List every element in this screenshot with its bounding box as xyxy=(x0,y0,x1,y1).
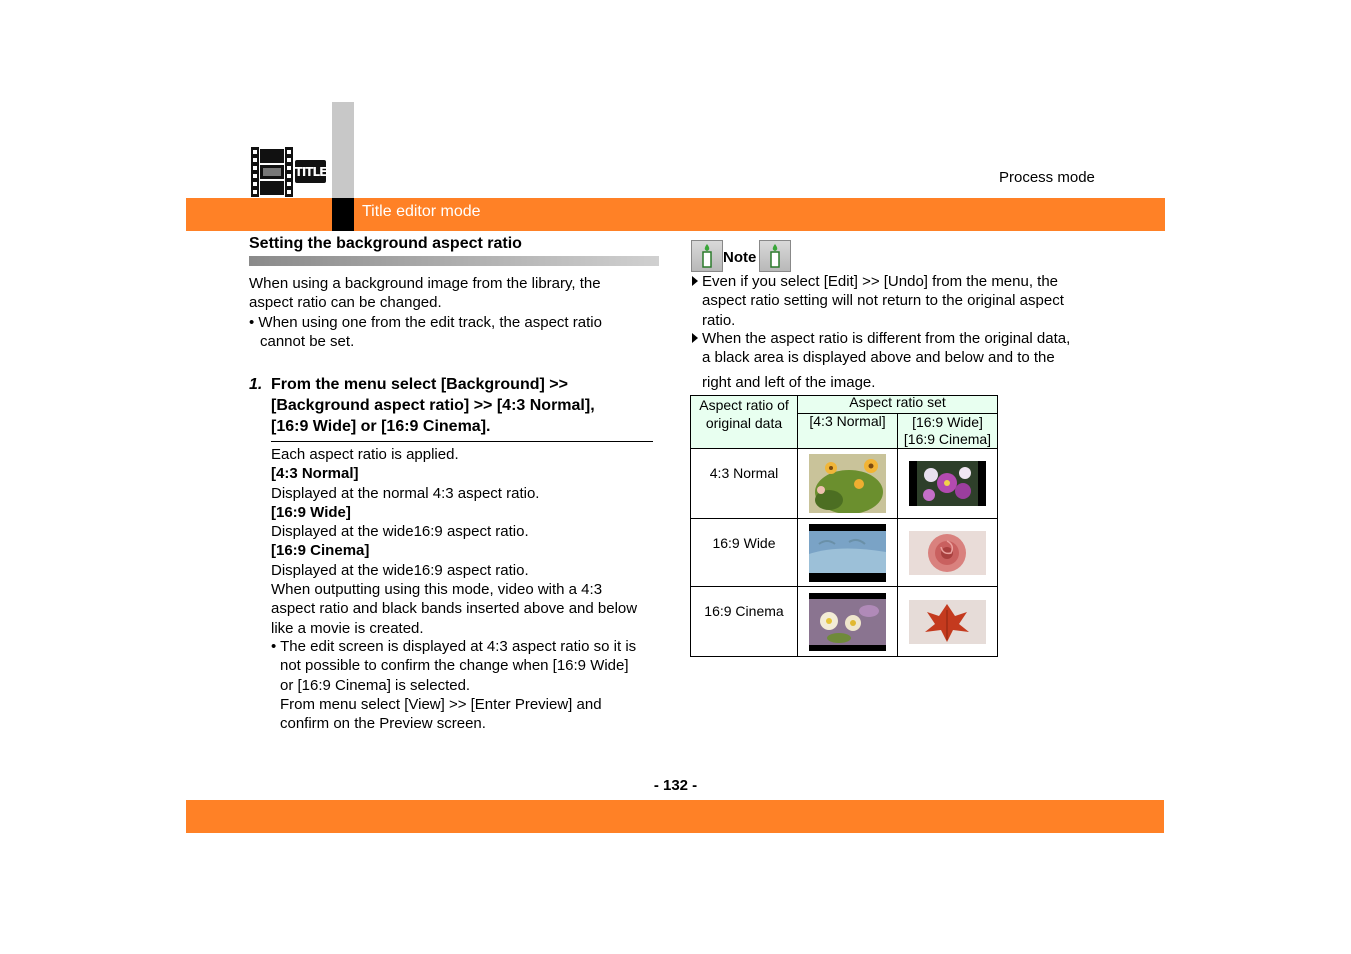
triangle-bullet-icon xyxy=(692,333,698,343)
detail-line: When outputting using this mode, video with a 4:3 xyxy=(271,581,603,599)
detail-line: Displayed at the wide16:9 aspect ratio. xyxy=(271,561,529,579)
film-strip-icon xyxy=(250,146,294,198)
step-number: 1. xyxy=(249,376,263,393)
step-instruction xyxy=(271,374,595,437)
detail-line: like a movie is created. xyxy=(271,619,424,637)
note-pencil-icon xyxy=(759,240,791,272)
step-details xyxy=(271,445,637,638)
subnote-line: not possible to confirm the change when [16:9 Wide] xyxy=(280,657,629,675)
header-line: [16:9 Wide] xyxy=(912,414,983,430)
step-subnote xyxy=(271,637,636,733)
note-item-black-area xyxy=(702,329,1070,392)
aspect-ratio-table xyxy=(690,395,998,657)
option-label-normal: [4:3 Normal] xyxy=(271,465,359,483)
detail-line: Each aspect ratio is applied. xyxy=(271,446,459,463)
option-label-wide: [16:9 Wide] xyxy=(271,503,351,521)
note-line: ratio. xyxy=(702,311,736,329)
step-line: From the menu select [Background] >> xyxy=(271,376,568,393)
footer-orange-bar xyxy=(186,800,1164,833)
triangle-bullet-icon xyxy=(692,276,698,286)
bullet-line: cannot be set. xyxy=(260,332,355,350)
step-rule xyxy=(271,441,653,442)
subnote-line: From menu select [View] >> [Enter Preview] and xyxy=(280,695,602,713)
subnote-line: • The edit screen is displayed at 4:3 aspect ratio so it is xyxy=(271,638,637,655)
photo-cinema-normal xyxy=(798,587,898,657)
option-label-cinema: [16:9 Cinema] xyxy=(271,542,370,560)
note-item-undo xyxy=(702,272,1064,330)
photo-normal-wide xyxy=(898,449,998,519)
header-tab-black xyxy=(332,198,354,231)
note-line: Even if you select [Edit] >> [Undo] from the menu, the xyxy=(702,273,1059,290)
photo-normal-normal xyxy=(798,449,898,519)
header-line: [16:9 Cinema] xyxy=(903,431,992,447)
header-tab-gray xyxy=(332,102,354,198)
section-heading: Setting the background aspect ratio xyxy=(249,235,522,252)
header-line: Aspect ratio of xyxy=(699,397,789,413)
row-label-normal: 4:3 Normal xyxy=(691,449,798,519)
detail-line: aspect ratio and black bands inserted above and below xyxy=(271,600,638,618)
detail-line: Displayed at the wide16:9 aspect ratio. xyxy=(271,523,529,541)
note-line: aspect ratio setting will not return to the original aspect xyxy=(702,292,1064,310)
table-header-wide-cinema xyxy=(898,414,998,449)
subnote-line: or [16:9 Cinema] is selected. xyxy=(280,676,471,694)
table-header-set: Aspect ratio set xyxy=(798,396,998,414)
photo-cinema-wide xyxy=(898,587,998,657)
row-label-cinema: 16:9 Cinema xyxy=(691,587,798,657)
detail-line: Displayed at the normal 4:3 aspect ratio. xyxy=(271,484,540,502)
heading-rule xyxy=(249,256,659,266)
intro-line: When using a background image from the library, the xyxy=(249,275,601,292)
title-badge-icon: TITLE xyxy=(295,160,326,183)
subnote-line: confirm on the Preview screen. xyxy=(280,715,486,733)
note-line: a black area is displayed above and below and to the xyxy=(702,349,1055,367)
note-pencil-icon xyxy=(691,240,723,272)
row-label-wide: 16:9 Wide xyxy=(691,519,798,587)
photo-wide-normal xyxy=(798,519,898,587)
mode-title: Title editor mode xyxy=(362,203,481,220)
process-mode-label: Process mode xyxy=(999,169,1095,186)
note-line: When the aspect ratio is different from the original data, xyxy=(702,330,1071,347)
note-label: Note xyxy=(723,249,757,266)
table-header-normal: [4:3 Normal] xyxy=(798,414,898,449)
intro-paragraph xyxy=(249,274,602,351)
step-line: [16:9 Wide] or [16:9 Cinema]. xyxy=(271,418,491,435)
step-line: [Background aspect ratio] >> [4:3 Normal], xyxy=(271,397,595,414)
bullet-line: • When using one from the edit track, the aspect ratio xyxy=(249,313,602,331)
note-line: right and left of the image. xyxy=(702,373,876,391)
intro-line: aspect ratio can be changed. xyxy=(249,294,442,312)
photo-wide-wide xyxy=(898,519,998,587)
table-header-original xyxy=(691,396,798,449)
page-number: - 132 - xyxy=(653,777,698,794)
header-line: original data xyxy=(705,415,783,431)
